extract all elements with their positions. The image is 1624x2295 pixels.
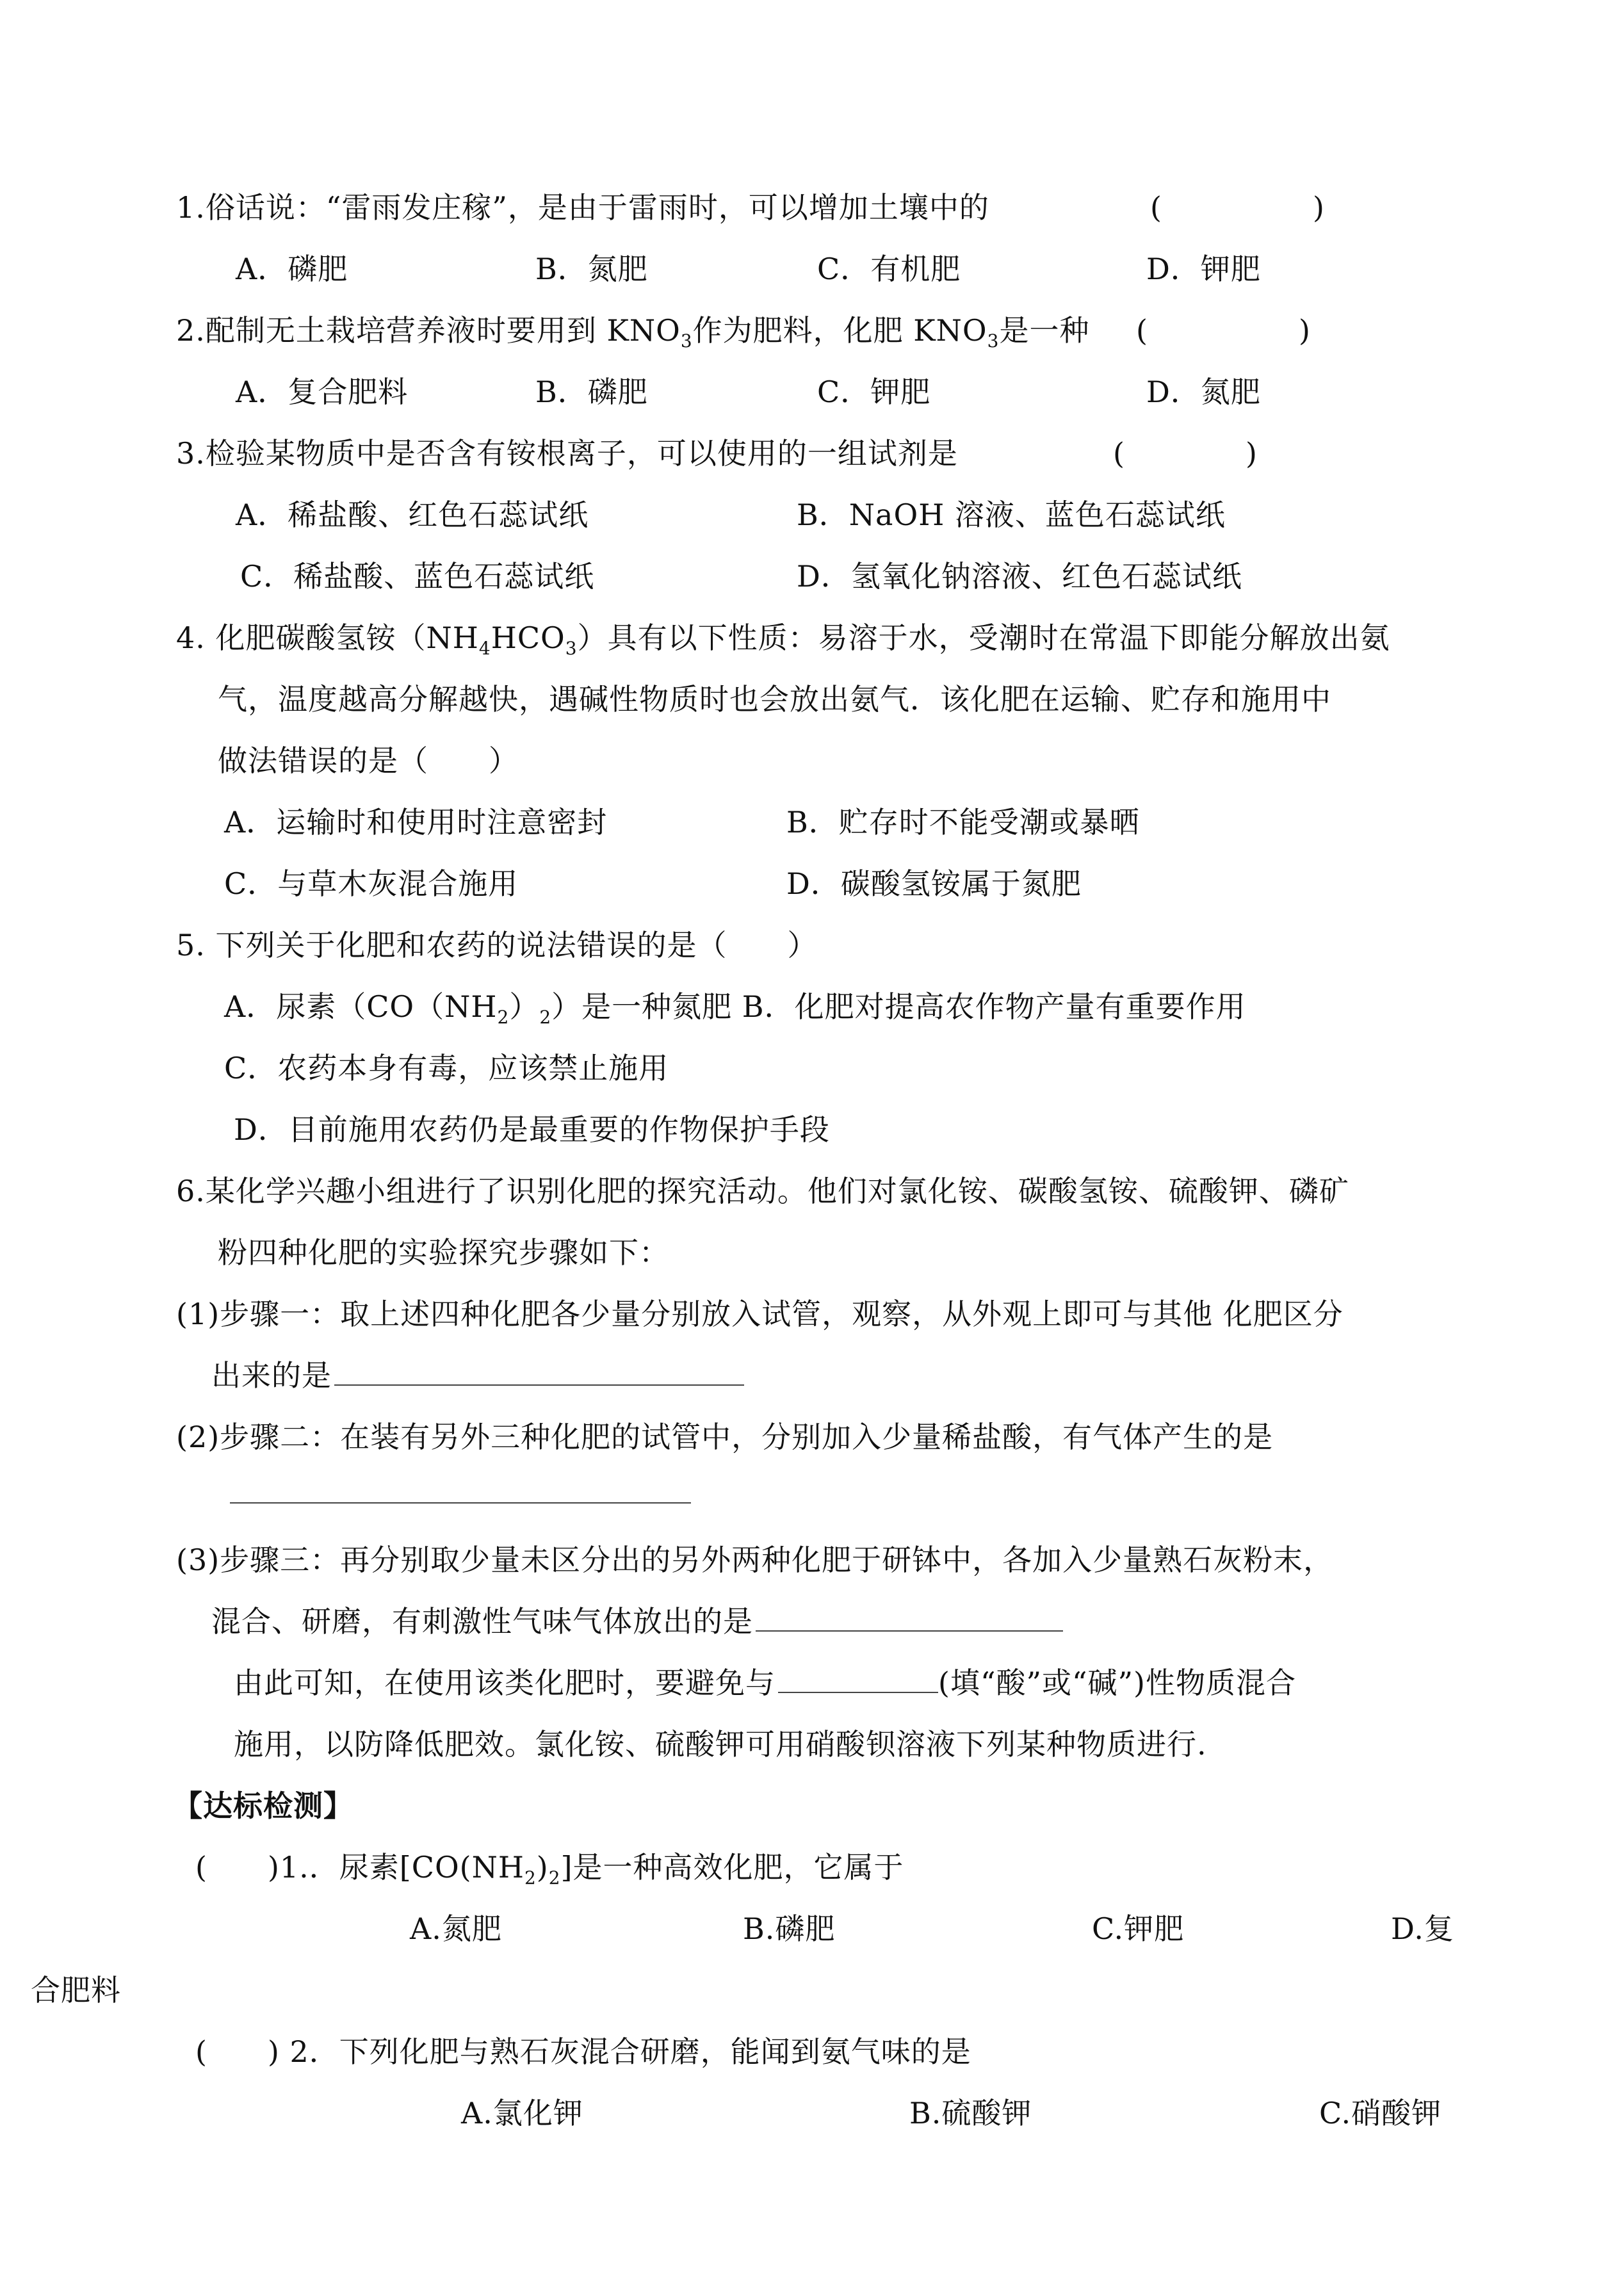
question-6-step-3-line-2 <box>211 1602 1063 1641</box>
step-1-label: 出来的是 <box>211 1358 332 1393</box>
question-2-text-part3: 是一种 <box>999 313 1090 348</box>
question-3-option-c: C．稀盐酸、蓝色石蕊试纸 <box>240 559 595 594</box>
question-1-answer-bracket: ( ) <box>1150 190 1325 225</box>
acid-base-answer-blank[interactable] <box>778 1666 938 1693</box>
question-4-line-1 <box>176 619 1390 668</box>
question-2-option-c: C．钾肥 <box>817 375 931 409</box>
question-6-step-1-line-2 <box>211 1356 744 1395</box>
question-1-stem <box>176 188 989 227</box>
question-4-option-d: D．碳酸氢铵属于氮肥 <box>786 866 1082 901</box>
question-2-answer-bracket: ( ) <box>1136 313 1311 348</box>
question-6-step-1-line-1: (1)步骤一：取上述四种化肥各少量分别放入试管，观察，从外观上即可与其他 化肥区分 <box>176 1297 1344 1331</box>
q5-text-b: ） <box>509 989 540 1024</box>
question-3-answer-bracket: ( ) <box>1113 436 1258 471</box>
conclusion-text-a: 由此可知，在使用该类化肥时，要避免与 <box>234 1666 775 1700</box>
test-1-answer-paren[interactable]: ( ) <box>195 1850 280 1885</box>
subscript: 2 <box>524 1867 537 1889</box>
test-1-option-b: B.磷肥 <box>743 1911 836 1946</box>
question-5-stem: 5. 下列关于化肥和农药的说法错误的是（ ） <box>176 928 818 962</box>
test-1-option-a: A.氮肥 <box>410 1911 502 1946</box>
test-1-option-d: D.复 <box>1391 1911 1454 1946</box>
test-1-stem <box>195 1848 904 1897</box>
q4-text-a: 4. 化肥碳酸氢铵（NH <box>176 620 479 655</box>
step-3-answer-blank[interactable] <box>756 1605 1063 1632</box>
question-6-step-3-line-1: (3)步骤三：再分别取少量未区分出的另外两种化肥于研钵中，各加入少量熟石灰粉末， <box>176 1543 1334 1577</box>
question-2-option-b: B．磷肥 <box>535 375 648 409</box>
question-6-conclusion-line-1 <box>234 1664 1296 1702</box>
question-4-option-a: A．运输时和使用时注意密封 <box>224 805 608 839</box>
question-4-option-b: B．贮存时不能受潮或暴晒 <box>786 805 1140 839</box>
test-2-stem <box>195 2032 971 2071</box>
subscript: 3 <box>565 638 578 660</box>
question-5-option-d: D．目前施用农药仍是最重要的作物保护手段 <box>234 1112 830 1147</box>
question-5-option-c: C．农药本身有毒，应该禁止施用 <box>224 1051 669 1085</box>
question-4-line-3: 做法错误的是（ ） <box>218 743 519 778</box>
q5-text-c: ）是一种氮肥 B．化肥对提高农作物产量有重要作用 <box>551 989 1246 1024</box>
subscript: 4 <box>478 638 491 660</box>
subscript: 3 <box>680 330 693 352</box>
question-3-option-b: B．NaOH 溶液、蓝色石蕊试纸 <box>797 498 1226 532</box>
test-1-option-d-continued: 合肥料 <box>31 1973 121 2007</box>
step-1-answer-blank[interactable] <box>334 1359 744 1386</box>
question-1-option-b: B．氮肥 <box>535 252 648 286</box>
subscript: 2 <box>548 1867 561 1889</box>
question-1-text: 1.俗话说：“雷雨发庄稼”，是由于雷雨时，可以增加土壤中的 <box>176 190 989 225</box>
conclusion-text-b: (填“酸”或“碱”)性物质混合 <box>938 1666 1296 1700</box>
question-3-option-d: D．氢氧化钠溶液、红色石蕊试纸 <box>797 559 1242 594</box>
subscript: 2 <box>539 1007 552 1028</box>
question-1-option-c: C．有机肥 <box>817 252 961 286</box>
section-heading: 【达标检测】 <box>173 1788 353 1823</box>
question-2-option-a: A．复合肥料 <box>236 375 409 409</box>
test-1-text-b: ) <box>536 1850 549 1885</box>
step-2-answer-blank[interactable] <box>230 1477 691 1504</box>
step-3-label: 混合、研磨，有刺激性气味气体放出的是 <box>211 1604 753 1639</box>
question-1-option-d: D．钾肥 <box>1146 252 1261 286</box>
test-2-option-c: C.硝酸钾 <box>1319 2096 1442 2130</box>
test-1-option-c: C.钾肥 <box>1092 1911 1185 1946</box>
test-2-option-a: A.氯化钾 <box>461 2096 583 2130</box>
subscript: 3 <box>987 330 1000 352</box>
subscript: 2 <box>497 1007 510 1028</box>
question-6-step-2-blank-line <box>227 1474 691 1512</box>
q4-text-c: ）具有以下性质：易溶于水，受潮时在常温下即能分解放出氨 <box>577 620 1390 655</box>
question-6-step-2: (2)步骤二：在装有另外三种化肥的试管中，分别加入少量稀盐酸，有气体产生的是 <box>176 1420 1274 1454</box>
question-2-option-d: D．氮肥 <box>1146 375 1261 409</box>
question-5-option-a-b <box>224 987 1246 1037</box>
test-2-option-b: B.硫酸钾 <box>909 2096 1032 2130</box>
question-6-line-2: 粉四种化肥的实验探究步骤如下： <box>218 1235 669 1270</box>
test-1-text-c: ]是一种高效化肥，它属于 <box>560 1850 904 1885</box>
test-1-text-a: 1.．尿素[CO(NH <box>279 1850 524 1885</box>
q4-text-b: HCO <box>491 620 565 655</box>
test-2-answer-paren[interactable]: ( ) <box>195 2034 280 2069</box>
question-2-text-part1: 2.配制无土栽培营养液时要用到 KNO <box>176 313 681 348</box>
question-2-stem <box>176 311 1089 361</box>
question-3-option-a: A．稀盐酸、红色石蕊试纸 <box>236 498 589 532</box>
question-6-line-1: 6.某化学兴趣小组进行了识别化肥的探究活动。他们对氯化铵、碳酸氢铵、硫酸钾、磷矿 <box>176 1174 1349 1208</box>
question-6-conclusion-line-2: 施用，以防降低肥效。氯化铵、硫酸钾可用硝酸钡溶液下列某种物质进行. <box>234 1727 1207 1762</box>
question-2-text-part2: 作为肥料，化肥 KNO <box>692 313 987 348</box>
test-2-text: 2．下列化肥与熟石灰混合研磨，能闻到氨气味的是 <box>289 2034 971 2069</box>
question-4-option-c: C．与草木灰混合施用 <box>224 866 519 901</box>
q5-text-a: A．尿素（CO（NH <box>224 989 498 1024</box>
question-3-stem: 3.检验某物质中是否含有铵根离子，可以使用的一组试剂是 <box>176 436 958 471</box>
question-1-option-a: A．磷肥 <box>236 252 348 286</box>
question-4-line-2: 气，温度越高分解越快，遇碱性物质时也会放出氨气．该化肥在运输、贮存和施用中 <box>218 682 1331 717</box>
